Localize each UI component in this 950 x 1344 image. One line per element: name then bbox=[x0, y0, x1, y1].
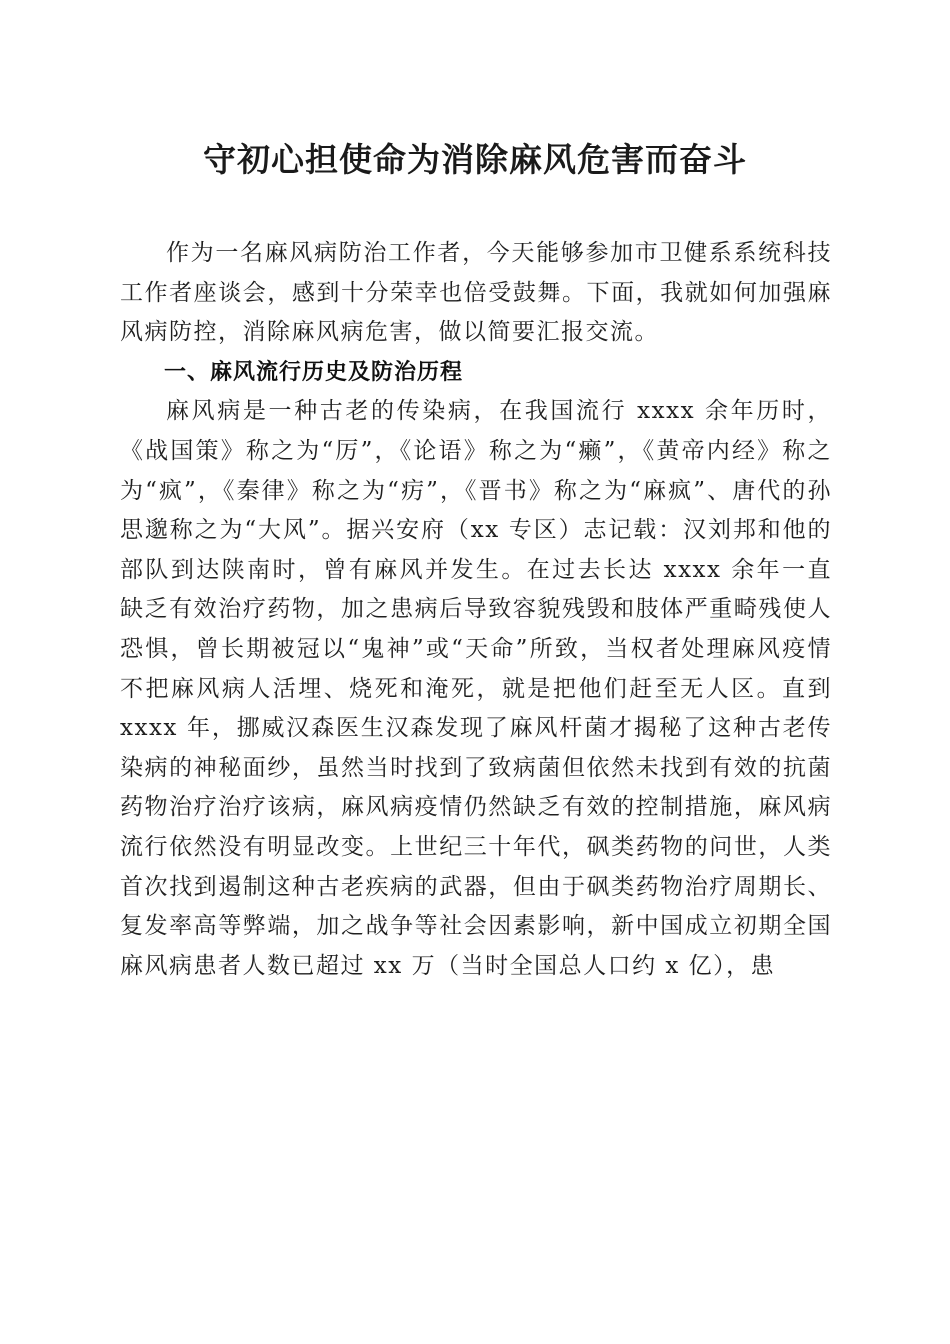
section-heading: 一、麻风流行历史及防治历程 bbox=[164, 359, 464, 385]
section-paragraph: 麻风病是一种古老的传染病，在我国流行 xxxx 余年历时，《战国策》称之为“厉”，《论语》称之为“癞”，《黄帝内经》称之为“疯”，《秦律》称之为“疠”，《晋书》称之为“麻疯”、唐代的孙思邈称之为“大风”。据兴安府（xx 专区）志记载：汉刘邦和他的部队到达陕南时，曾有麻风并发生。在过去长达 xxxx 余年一直缺乏有效治疗药物，加之患病后导致容貌残毁和肢体严重畸残使人恐惧，曾长期被冠以“鬼神”或“天命”所致，当权者处理麻风疫情不把麻风病人活埋、烧死和淹死，就是把他们赶至无人区。直到 xxxx 年，挪威汉森医生汉森发现了麻风杆菌才揭秘了这种古老传染病的神秘面纱，虽然当时找到了致病菌但依然未找到有效的抗菌药物治疗治疗该病，麻风病疫情仍然缺乏有效的控制措施，麻风病流行依然没有明显改变。上世纪三十年代，砜类药物的问世，人类首次找到遏制这种古老疾病的武器，但由于砜类药物治疗周期长、复发率高等弊端，加之战争等社会因素影响，新中国成立初期全国麻风病患者人数已超过 xx 万（当时全国总人口约 x 亿），患 bbox=[120, 398, 832, 979]
intro-paragraph: 作为一名麻风病防治工作者，今天能够参加市卫健系系统科技工作者座谈会，感到十分荣幸也倍受鼓舞。下面，我就如何加强麻风病防控，消除麻风病危害，做以简要汇报交流。 bbox=[120, 240, 832, 346]
document-title: 守初心担使命为消除麻风危害而奋斗 bbox=[203, 140, 747, 179]
document-body bbox=[120, 234, 832, 986]
